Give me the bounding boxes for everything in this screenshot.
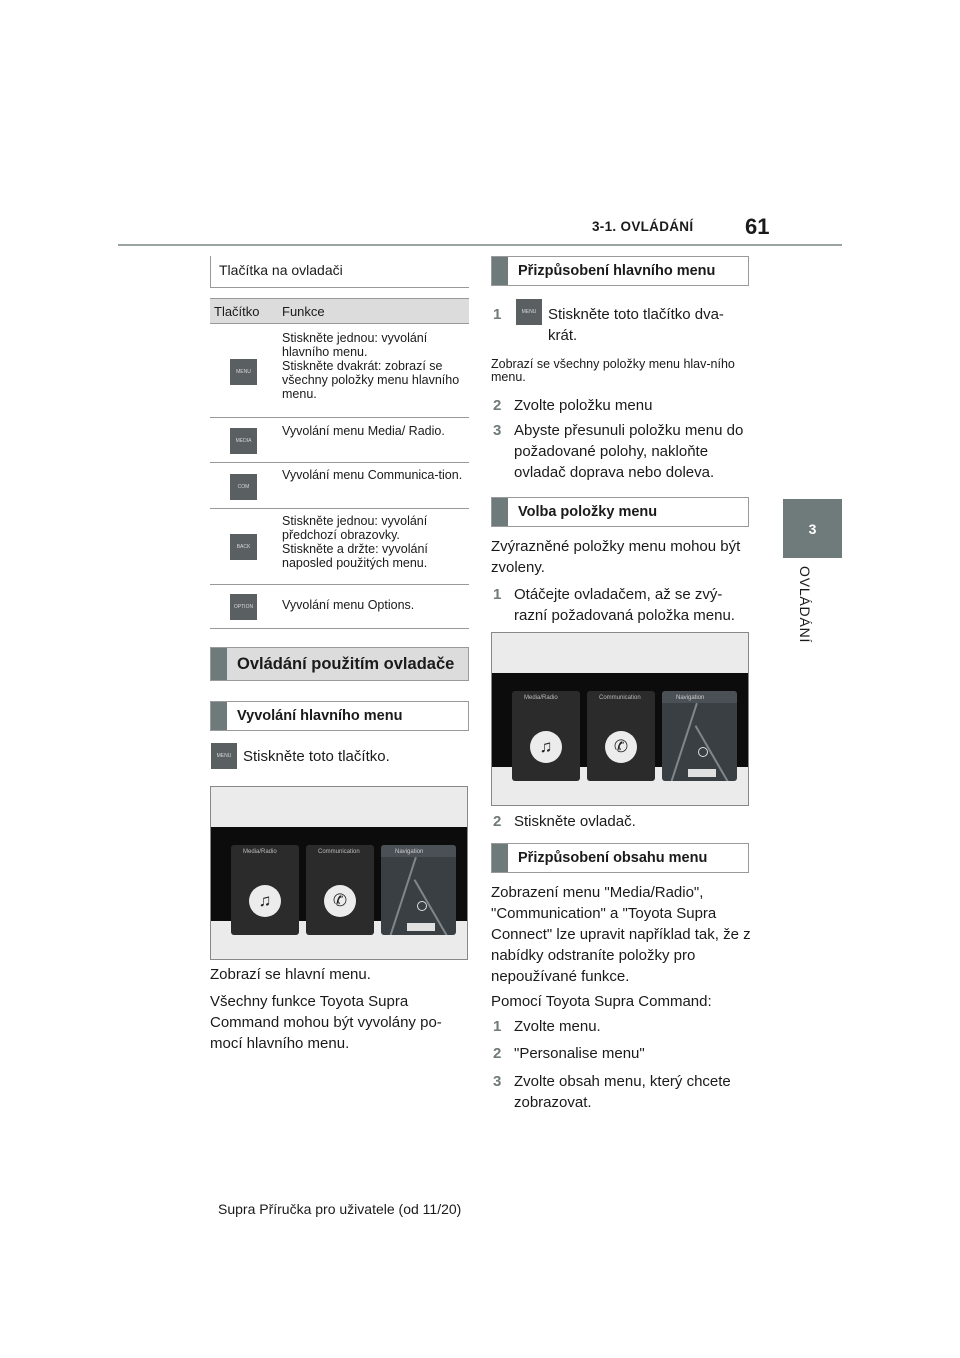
table-cell-function: Vyvolání menu Options. [282,598,415,612]
table-title: Tlačítka na ovladači [210,256,469,288]
select-step-1-text: Otáčejte ovladačem, až se zvý-razní požadovaná položka menu. [514,586,735,624]
table-row [210,418,469,463]
location-pin-icon [417,901,427,911]
header-rule [118,244,842,246]
media-card [512,691,580,781]
page-number: 61 [745,214,770,239]
content-intro: Zobrazení menu "Media/Radio", "Communication" a "Toyota Supra Connect" lze upravit například tak, že z nabídky odstraníte položky pro nepoužívané funkce. [491,884,751,985]
heading-customize-menu-content: Přizpůsobení obsahu menu [491,843,749,873]
music-note-icon: ♫ [249,885,281,917]
navigation-card [381,845,456,935]
step-number: 1 [493,586,502,603]
music-note-icon: ♫ [530,731,562,763]
communication-card-label: Communication [318,849,360,855]
select-step-2-text: Stiskněte ovladač. [514,813,636,830]
step-3-text: Abyste přesunuli položku menu do požadované polohy, nakloňte ovladač doprava nebo doleva. [514,422,744,481]
main-menu-screenshot [210,786,468,960]
communication-card-label: Communication [599,695,641,701]
option-button-icon: OPTION [230,594,257,620]
menu-selection-screenshot [491,632,749,806]
screen-display [211,827,468,921]
step-number: 1 [493,306,502,323]
step-2-text: Zvolte položku menu [514,397,653,414]
step-number: 1 [493,1018,502,1035]
navigation-card-label: Navigation [676,695,705,701]
step-number: 2 [493,397,502,414]
step-number: 2 [493,813,502,830]
media-card-label: Media/Radio [524,695,558,701]
phone-icon: ✆ [324,885,356,917]
menu-button-icon: MENU [211,743,237,769]
section-title: 3-1. OVLÁDÁNÍ [592,219,694,234]
step-number: 3 [493,422,502,439]
heading-controller-operation: Ovládání použitím ovladače [210,647,469,681]
col-button-header: Tlačítko [214,304,260,319]
heading-customize-main-menu: Přizpůsobení hlavního menu [491,256,749,286]
media-card [231,845,299,935]
menu-button-icon: MENU [516,299,542,325]
heading-select-menu-item: Volba položky menu [491,497,749,527]
chapter-tab: 3 [783,499,842,558]
communication-card [587,691,655,781]
step-1-text: Stiskněte toto tlačítko dva-krát. [548,306,724,344]
location-pin-icon [698,747,708,757]
table-cell-function: Vyvolání menu Communica-tion. [282,468,463,482]
menu-button-icon: MENU [230,359,257,385]
media-button-icon: MEDIA [230,428,257,454]
step-number: 3 [493,1073,502,1090]
back-button-icon: BACK [230,534,257,560]
content-step-2-text: "Personalise menu" [514,1045,645,1062]
heading-open-main-menu: Vyvolání hlavního menu [210,701,469,731]
press-instruction: Stiskněte toto tlačítko. [243,748,390,765]
main-menu-shown-text: Zobrazí se hlavní menu. [210,966,371,983]
col-function-header: Funkce [282,304,325,319]
main-menu-description: Všechny funkce Toyota Supra Command mohou být vyvolány po-mocí hlavního menu. [210,993,442,1052]
table-row [210,585,469,629]
table-row [210,324,469,418]
navigation-card [662,691,737,781]
content-step-1-text: Zvolte menu. [514,1018,601,1035]
screen-display [492,673,749,767]
select-intro: Zvýrazněné položky menu mohou být zvoleny. [491,538,741,576]
table-row [210,463,469,509]
phone-icon: ✆ [605,731,637,763]
com-button-icon: COM [230,474,257,500]
table-cell-function: Stiskněte jednou: vyvolání předchozí obrazovky. Stiskněte a držte: vyvolání naposled použitých menu. [282,514,428,570]
table-header [210,298,469,324]
footer: Supra Příručka pro uživatele (od 11/20) [218,1201,462,1217]
table-cell-function: Vyvolání menu Media/ Radio. [282,424,445,438]
table-cell-function: Stiskněte jednou: vyvolání hlavního menu. Stiskněte dvakrát: zobrazí se všechny položky menu hlavního menu. [282,331,460,401]
content-lead: Pomocí Toyota Supra Command: [491,993,712,1010]
step-1-note: Zobrazí se všechny položky menu hlav-ního menu. [491,357,735,384]
navigation-card-label: Navigation [395,849,424,855]
content-step-3-text: Zvolte obsah menu, který chcete zobrazovat. [514,1073,731,1111]
media-card-label: Media/Radio [243,849,277,855]
step-number: 2 [493,1045,502,1062]
table-row [210,509,469,585]
communication-card [306,845,374,935]
chapter-label: OVLÁDÁNÍ [797,566,813,644]
